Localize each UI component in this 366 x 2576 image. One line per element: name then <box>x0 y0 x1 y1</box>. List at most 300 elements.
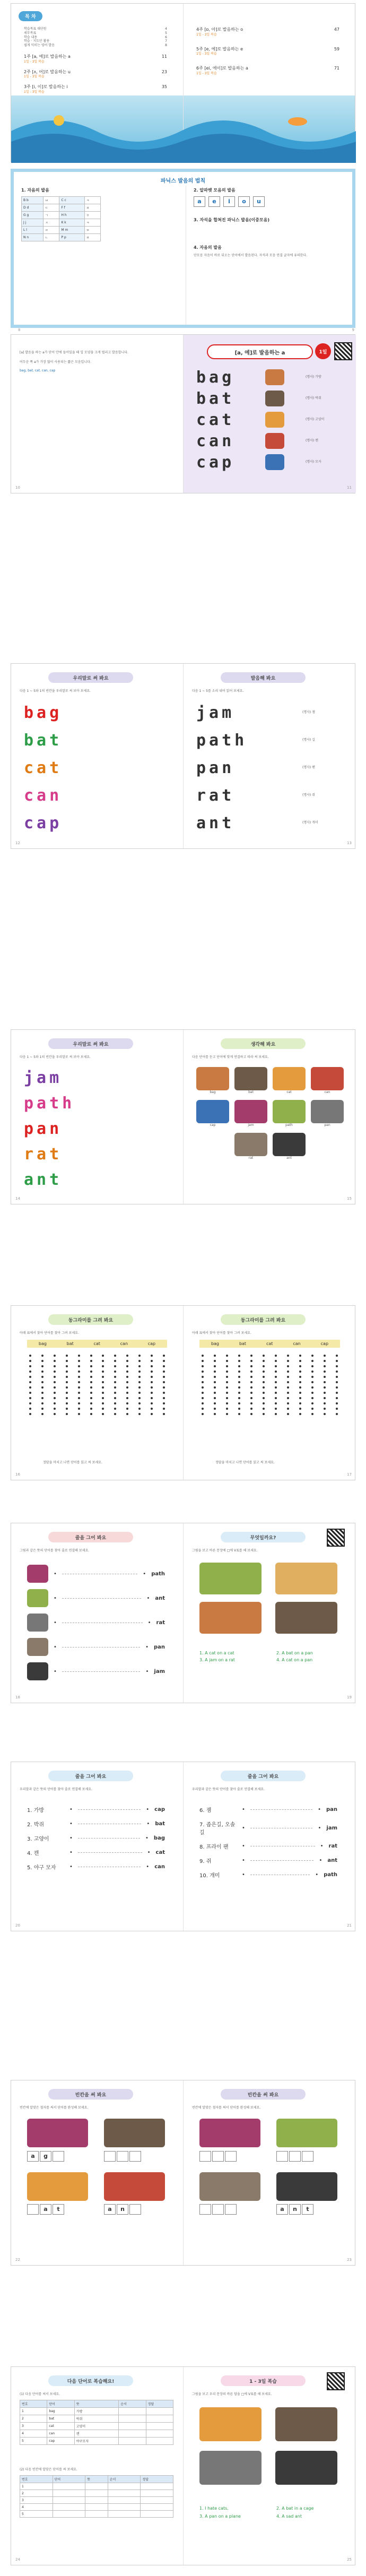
grid-dot[interactable] <box>226 1397 228 1399</box>
grid-dot[interactable] <box>238 1408 240 1410</box>
grid-dot[interactable] <box>102 1376 104 1378</box>
grid-dot[interactable] <box>324 1360 326 1362</box>
grid-dot[interactable] <box>263 1376 265 1378</box>
grid-dot[interactable] <box>126 1402 128 1404</box>
grid-dot[interactable] <box>336 1402 338 1404</box>
grid-dot[interactable] <box>138 1365 141 1367</box>
grid-dot[interactable] <box>263 1386 265 1389</box>
grid-dot[interactable] <box>114 1402 116 1404</box>
grid-dot[interactable] <box>29 1413 31 1415</box>
grid-dot[interactable] <box>29 1360 31 1362</box>
grid-dot[interactable] <box>151 1381 153 1383</box>
grid-dot[interactable] <box>102 1413 104 1415</box>
grid-dot[interactable] <box>202 1376 204 1378</box>
grid-dot[interactable] <box>214 1392 216 1394</box>
grid-dot[interactable] <box>41 1392 43 1394</box>
grid-dot[interactable] <box>238 1413 240 1415</box>
grid-dot[interactable] <box>29 1371 31 1373</box>
grid-dot[interactable] <box>202 1408 204 1410</box>
grid-dot[interactable] <box>226 1381 228 1383</box>
grid-dot[interactable] <box>151 1365 153 1367</box>
grid-dot[interactable] <box>238 1355 240 1357</box>
grid-dot[interactable] <box>90 1360 92 1362</box>
grid-dot[interactable] <box>126 1355 128 1357</box>
grid-dot[interactable] <box>90 1408 92 1410</box>
grid-dot[interactable] <box>311 1360 313 1362</box>
grid-dot[interactable] <box>114 1408 116 1410</box>
grid-dot[interactable] <box>275 1381 277 1383</box>
grid-dot[interactable] <box>138 1392 141 1394</box>
grid-dot[interactable] <box>250 1386 252 1389</box>
grid-dot[interactable] <box>226 1360 228 1362</box>
grid-dot[interactable] <box>275 1355 277 1357</box>
grid-dot[interactable] <box>263 1365 265 1367</box>
grid-dot[interactable] <box>126 1376 128 1378</box>
grid-dot[interactable] <box>102 1408 104 1410</box>
grid-dot[interactable] <box>66 1365 68 1367</box>
grid-dot[interactable] <box>66 1402 68 1404</box>
grid-dot[interactable] <box>66 1386 68 1389</box>
grid-dot[interactable] <box>299 1397 301 1399</box>
grid-dot[interactable] <box>138 1355 141 1357</box>
grid-dot[interactable] <box>275 1402 277 1404</box>
grid-dot[interactable] <box>54 1392 56 1394</box>
grid-dot[interactable] <box>311 1408 313 1410</box>
grid-dot[interactable] <box>202 1371 204 1373</box>
grid-dot[interactable] <box>66 1413 68 1415</box>
grid-dot[interactable] <box>90 1371 92 1373</box>
grid-dot[interactable] <box>54 1360 56 1362</box>
grid-dot[interactable] <box>250 1360 252 1362</box>
grid-dot[interactable] <box>299 1371 301 1373</box>
grid-dot[interactable] <box>114 1365 116 1367</box>
grid-dot[interactable] <box>324 1402 326 1404</box>
grid-dot[interactable] <box>151 1371 153 1373</box>
grid-dot[interactable] <box>311 1371 313 1373</box>
grid-dot[interactable] <box>126 1386 128 1389</box>
grid-dot[interactable] <box>151 1355 153 1357</box>
qr-code[interactable] <box>327 2372 345 2390</box>
grid-dot[interactable] <box>29 1408 31 1410</box>
grid-dot[interactable] <box>163 1371 165 1373</box>
grid-dot[interactable] <box>214 1360 216 1362</box>
grid-dot[interactable] <box>214 1386 216 1389</box>
grid-dot[interactable] <box>90 1381 92 1383</box>
toc-unit-5[interactable]: 5주 [e, 에]로 발음하는 e 59 <box>196 46 339 51</box>
grid-dot[interactable] <box>66 1376 68 1378</box>
grid-dot[interactable] <box>138 1408 141 1410</box>
grid-dot[interactable] <box>78 1376 80 1378</box>
grid-dot[interactable] <box>41 1402 43 1404</box>
grid-dot[interactable] <box>263 1371 265 1373</box>
grid-dot[interactable] <box>41 1365 43 1367</box>
grid-dot[interactable] <box>299 1381 301 1383</box>
grid-dot[interactable] <box>299 1402 301 1404</box>
grid-dot[interactable] <box>214 1413 216 1415</box>
grid-dot[interactable] <box>336 1413 338 1415</box>
grid-dot[interactable] <box>114 1413 116 1415</box>
grid-dot[interactable] <box>324 1386 326 1389</box>
grid-dot[interactable] <box>263 1381 265 1383</box>
grid-dot[interactable] <box>151 1397 153 1399</box>
grid-dot[interactable] <box>102 1381 104 1383</box>
grid-dot[interactable] <box>29 1402 31 1404</box>
grid-dot[interactable] <box>299 1386 301 1389</box>
grid-dot[interactable] <box>275 1360 277 1362</box>
grid-dot[interactable] <box>78 1381 80 1383</box>
grid-dot[interactable] <box>163 1360 165 1362</box>
grid-dot[interactable] <box>78 1386 80 1389</box>
grid-dot[interactable] <box>102 1392 104 1394</box>
grid-dot[interactable] <box>163 1402 165 1404</box>
grid-dot[interactable] <box>336 1355 338 1357</box>
grid-dot[interactable] <box>238 1360 240 1362</box>
grid-dot[interactable] <box>287 1381 289 1383</box>
grid-dot[interactable] <box>299 1365 301 1367</box>
grid-dot[interactable] <box>287 1360 289 1362</box>
grid-dot[interactable] <box>66 1360 68 1362</box>
toc-unit-6[interactable]: 6주 [ei, 에이]로 발음하는 a 71 <box>196 66 339 71</box>
grid-dot[interactable] <box>151 1408 153 1410</box>
grid-dot[interactable] <box>126 1392 128 1394</box>
grid-dot[interactable] <box>214 1376 216 1378</box>
qr-code[interactable] <box>327 1529 345 1547</box>
grid-dot[interactable] <box>163 1392 165 1394</box>
grid-dot[interactable] <box>299 1392 301 1394</box>
grid-dot[interactable] <box>41 1360 43 1362</box>
grid-dot[interactable] <box>287 1397 289 1399</box>
grid-dot[interactable] <box>275 1386 277 1389</box>
grid-dot[interactable] <box>126 1381 128 1383</box>
grid-dot[interactable] <box>163 1365 165 1367</box>
grid-dot[interactable] <box>275 1413 277 1415</box>
grid-dot[interactable] <box>238 1402 240 1404</box>
grid-dot[interactable] <box>66 1397 68 1399</box>
grid-dot[interactable] <box>90 1392 92 1394</box>
grid-dot[interactable] <box>66 1371 68 1373</box>
grid-dot[interactable] <box>311 1392 313 1394</box>
grid-dot[interactable] <box>54 1365 56 1367</box>
grid-dot[interactable] <box>126 1365 128 1367</box>
grid-dot[interactable] <box>54 1371 56 1373</box>
grid-dot[interactable] <box>214 1371 216 1373</box>
grid-dot[interactable] <box>287 1371 289 1373</box>
grid-dot[interactable] <box>114 1397 116 1399</box>
grid-dot[interactable] <box>78 1371 80 1373</box>
grid-dot[interactable] <box>324 1365 326 1367</box>
grid-dot[interactable] <box>126 1371 128 1373</box>
grid-dot[interactable] <box>41 1371 43 1373</box>
grid-dot[interactable] <box>214 1381 216 1383</box>
grid-dot[interactable] <box>102 1365 104 1367</box>
grid-dot[interactable] <box>78 1392 80 1394</box>
grid-dot[interactable] <box>163 1381 165 1383</box>
grid-dot[interactable] <box>90 1376 92 1378</box>
grid-dot[interactable] <box>311 1413 313 1415</box>
grid-dot[interactable] <box>250 1376 252 1378</box>
grid-dot[interactable] <box>138 1413 141 1415</box>
grid-dot[interactable] <box>324 1413 326 1415</box>
grid-dot[interactable] <box>138 1402 141 1404</box>
blank-box[interactable]: a <box>27 2151 39 2162</box>
grid-dot[interactable] <box>299 1360 301 1362</box>
grid-dot[interactable] <box>163 1408 165 1410</box>
grid-dot[interactable] <box>336 1386 338 1389</box>
grid-dot[interactable] <box>78 1413 80 1415</box>
grid-dot[interactable] <box>311 1402 313 1404</box>
grid-dot[interactable] <box>287 1392 289 1394</box>
blank-box[interactable]: g <box>40 2151 51 2162</box>
grid-dot[interactable] <box>250 1397 252 1399</box>
grid-dot[interactable] <box>214 1397 216 1399</box>
grid-dot[interactable] <box>102 1371 104 1373</box>
grid-dot[interactable] <box>41 1397 43 1399</box>
grid-dot[interactable] <box>275 1376 277 1378</box>
grid-dot[interactable] <box>54 1397 56 1399</box>
grid-dot[interactable] <box>29 1376 31 1378</box>
grid-dot[interactable] <box>311 1381 313 1383</box>
grid-dot[interactable] <box>29 1392 31 1394</box>
grid-dot[interactable] <box>66 1355 68 1357</box>
grid-dot[interactable] <box>311 1365 313 1367</box>
grid-dot[interactable] <box>54 1402 56 1404</box>
grid-dot[interactable] <box>336 1365 338 1367</box>
grid-dot[interactable] <box>238 1381 240 1383</box>
grid-dot[interactable] <box>138 1386 141 1389</box>
grid-dot[interactable] <box>287 1408 289 1410</box>
grid-dot[interactable] <box>202 1402 204 1404</box>
grid-dot[interactable] <box>66 1392 68 1394</box>
grid-dot[interactable] <box>263 1408 265 1410</box>
grid-dot[interactable] <box>202 1355 204 1357</box>
grid-dot[interactable] <box>126 1397 128 1399</box>
grid-dot[interactable] <box>238 1392 240 1394</box>
grid-dot[interactable] <box>250 1371 252 1373</box>
grid-dot[interactable] <box>226 1402 228 1404</box>
toc-unit-2[interactable]: 2주 [ʌ, 어]로 발음하는 u 23 <box>24 69 167 74</box>
grid-dot[interactable] <box>90 1386 92 1389</box>
grid-dot[interactable] <box>263 1360 265 1362</box>
grid-dot[interactable] <box>114 1376 116 1378</box>
grid-dot[interactable] <box>41 1376 43 1378</box>
grid-dot[interactable] <box>324 1392 326 1394</box>
grid-dot[interactable] <box>102 1386 104 1389</box>
grid-dot[interactable] <box>324 1376 326 1378</box>
grid-dot[interactable] <box>250 1402 252 1404</box>
grid-dot[interactable] <box>263 1397 265 1399</box>
grid-dot[interactable] <box>126 1360 128 1362</box>
grid-dot[interactable] <box>202 1397 204 1399</box>
grid-dot[interactable] <box>78 1365 80 1367</box>
grid-dot[interactable] <box>214 1355 216 1357</box>
grid-dot[interactable] <box>54 1408 56 1410</box>
grid-dot[interactable] <box>78 1355 80 1357</box>
grid-dot[interactable] <box>214 1402 216 1404</box>
grid-dot[interactable] <box>66 1408 68 1410</box>
grid-dot[interactable] <box>226 1376 228 1378</box>
grid-dot[interactable] <box>275 1365 277 1367</box>
grid-dot[interactable] <box>299 1413 301 1415</box>
grid-dot[interactable] <box>238 1386 240 1389</box>
grid-dot[interactable] <box>214 1408 216 1410</box>
grid-dot[interactable] <box>29 1355 31 1357</box>
grid-dot[interactable] <box>336 1392 338 1394</box>
grid-dot[interactable] <box>287 1413 289 1415</box>
grid-dot[interactable] <box>163 1413 165 1415</box>
grid-dot[interactable] <box>263 1392 265 1394</box>
grid-dot[interactable] <box>151 1376 153 1378</box>
grid-dot[interactable] <box>138 1371 141 1373</box>
grid-dot[interactable] <box>238 1371 240 1373</box>
grid-dot[interactable] <box>250 1365 252 1367</box>
grid-dot[interactable] <box>163 1397 165 1399</box>
grid-dot[interactable] <box>151 1392 153 1394</box>
grid-dot[interactable] <box>29 1365 31 1367</box>
grid-dot[interactable] <box>90 1365 92 1367</box>
grid-dot[interactable] <box>29 1381 31 1383</box>
grid-dot[interactable] <box>114 1392 116 1394</box>
grid-dot[interactable] <box>202 1365 204 1367</box>
grid-dot[interactable] <box>151 1402 153 1404</box>
grid-dot[interactable] <box>54 1381 56 1383</box>
grid-dot[interactable] <box>275 1371 277 1373</box>
grid-dot[interactable] <box>336 1376 338 1378</box>
grid-dot[interactable] <box>287 1355 289 1357</box>
grid-dot[interactable] <box>336 1360 338 1362</box>
grid-dot[interactable] <box>138 1376 141 1378</box>
grid-dot[interactable] <box>163 1355 165 1357</box>
grid-dot[interactable] <box>324 1408 326 1410</box>
grid-dot[interactable] <box>41 1408 43 1410</box>
grid-dot[interactable] <box>202 1360 204 1362</box>
grid-dot[interactable] <box>311 1386 313 1389</box>
toc-unit-3[interactable]: 3주 [i, 이]로 발음하는 i 35 <box>24 84 167 90</box>
grid-dot[interactable] <box>311 1355 313 1357</box>
qr-code[interactable] <box>334 342 352 360</box>
grid-dot[interactable] <box>102 1355 104 1357</box>
grid-dot[interactable] <box>299 1376 301 1378</box>
grid-dot[interactable] <box>287 1376 289 1378</box>
grid-dot[interactable] <box>163 1376 165 1378</box>
grid-dot[interactable] <box>202 1413 204 1415</box>
grid-dot[interactable] <box>163 1386 165 1389</box>
letter-grid[interactable] <box>184 1355 356 1415</box>
grid-dot[interactable] <box>226 1355 228 1357</box>
grid-dot[interactable] <box>90 1402 92 1404</box>
grid-dot[interactable] <box>263 1355 265 1357</box>
grid-dot[interactable] <box>299 1355 301 1357</box>
grid-dot[interactable] <box>114 1381 116 1383</box>
grid-dot[interactable] <box>287 1365 289 1367</box>
grid-dot[interactable] <box>90 1355 92 1357</box>
grid-dot[interactable] <box>250 1392 252 1394</box>
grid-dot[interactable] <box>336 1381 338 1383</box>
grid-dot[interactable] <box>102 1360 104 1362</box>
grid-dot[interactable] <box>226 1408 228 1410</box>
grid-dot[interactable] <box>238 1397 240 1399</box>
grid-dot[interactable] <box>41 1413 43 1415</box>
grid-dot[interactable] <box>336 1371 338 1373</box>
grid-dot[interactable] <box>102 1402 104 1404</box>
grid-dot[interactable] <box>114 1360 116 1362</box>
grid-dot[interactable] <box>138 1397 141 1399</box>
grid-dot[interactable] <box>275 1397 277 1399</box>
grid-dot[interactable] <box>151 1360 153 1362</box>
grid-dot[interactable] <box>78 1360 80 1362</box>
grid-dot[interactable] <box>226 1371 228 1373</box>
grid-dot[interactable] <box>138 1360 141 1362</box>
grid-dot[interactable] <box>226 1413 228 1415</box>
grid-dot[interactable] <box>54 1376 56 1378</box>
grid-dot[interactable] <box>214 1365 216 1367</box>
grid-dot[interactable] <box>90 1397 92 1399</box>
grid-dot[interactable] <box>275 1392 277 1394</box>
grid-dot[interactable] <box>41 1381 43 1383</box>
grid-dot[interactable] <box>151 1386 153 1389</box>
grid-dot[interactable] <box>238 1376 240 1378</box>
grid-dot[interactable] <box>336 1408 338 1410</box>
grid-dot[interactable] <box>275 1408 277 1410</box>
grid-dot[interactable] <box>126 1413 128 1415</box>
grid-dot[interactable] <box>263 1402 265 1404</box>
grid-dot[interactable] <box>324 1371 326 1373</box>
grid-dot[interactable] <box>263 1413 265 1415</box>
grid-dot[interactable] <box>102 1397 104 1399</box>
grid-dot[interactable] <box>324 1397 326 1399</box>
grid-dot[interactable] <box>114 1355 116 1357</box>
grid-dot[interactable] <box>226 1365 228 1367</box>
grid-dot[interactable] <box>41 1355 43 1357</box>
grid-dot[interactable] <box>54 1386 56 1389</box>
grid-dot[interactable] <box>126 1408 128 1410</box>
grid-dot[interactable] <box>202 1392 204 1394</box>
grid-dot[interactable] <box>238 1365 240 1367</box>
grid-dot[interactable] <box>114 1371 116 1373</box>
grid-dot[interactable] <box>202 1386 204 1389</box>
grid-dot[interactable] <box>78 1397 80 1399</box>
letter-grid[interactable] <box>11 1355 183 1415</box>
grid-dot[interactable] <box>29 1397 31 1399</box>
grid-dot[interactable] <box>226 1386 228 1389</box>
toc-unit-4[interactable]: 4주 [ɒ, 아]로 발음하는 o 47 <box>196 27 339 32</box>
grid-dot[interactable] <box>250 1355 252 1357</box>
grid-dot[interactable] <box>336 1397 338 1399</box>
toc-unit-1[interactable]: 1주 [a, 에]로 발음하는 a 11 <box>24 54 167 59</box>
grid-dot[interactable] <box>66 1381 68 1383</box>
grid-dot[interactable] <box>250 1413 252 1415</box>
grid-dot[interactable] <box>78 1408 80 1410</box>
grid-dot[interactable] <box>41 1386 43 1389</box>
blank-box[interactable] <box>53 2151 64 2162</box>
grid-dot[interactable] <box>29 1386 31 1389</box>
grid-dot[interactable] <box>250 1408 252 1410</box>
grid-dot[interactable] <box>311 1397 313 1399</box>
grid-dot[interactable] <box>151 1413 153 1415</box>
grid-dot[interactable] <box>138 1381 141 1383</box>
grid-dot[interactable] <box>114 1386 116 1389</box>
grid-dot[interactable] <box>299 1408 301 1410</box>
grid-dot[interactable] <box>226 1392 228 1394</box>
grid-dot[interactable] <box>324 1355 326 1357</box>
grid-dot[interactable] <box>54 1355 56 1357</box>
grid-dot[interactable] <box>90 1413 92 1415</box>
grid-dot[interactable] <box>202 1381 204 1383</box>
grid-dot[interactable] <box>311 1376 313 1378</box>
grid-dot[interactable] <box>287 1402 289 1404</box>
grid-dot[interactable] <box>54 1413 56 1415</box>
grid-dot[interactable] <box>324 1381 326 1383</box>
grid-dot[interactable] <box>250 1381 252 1383</box>
